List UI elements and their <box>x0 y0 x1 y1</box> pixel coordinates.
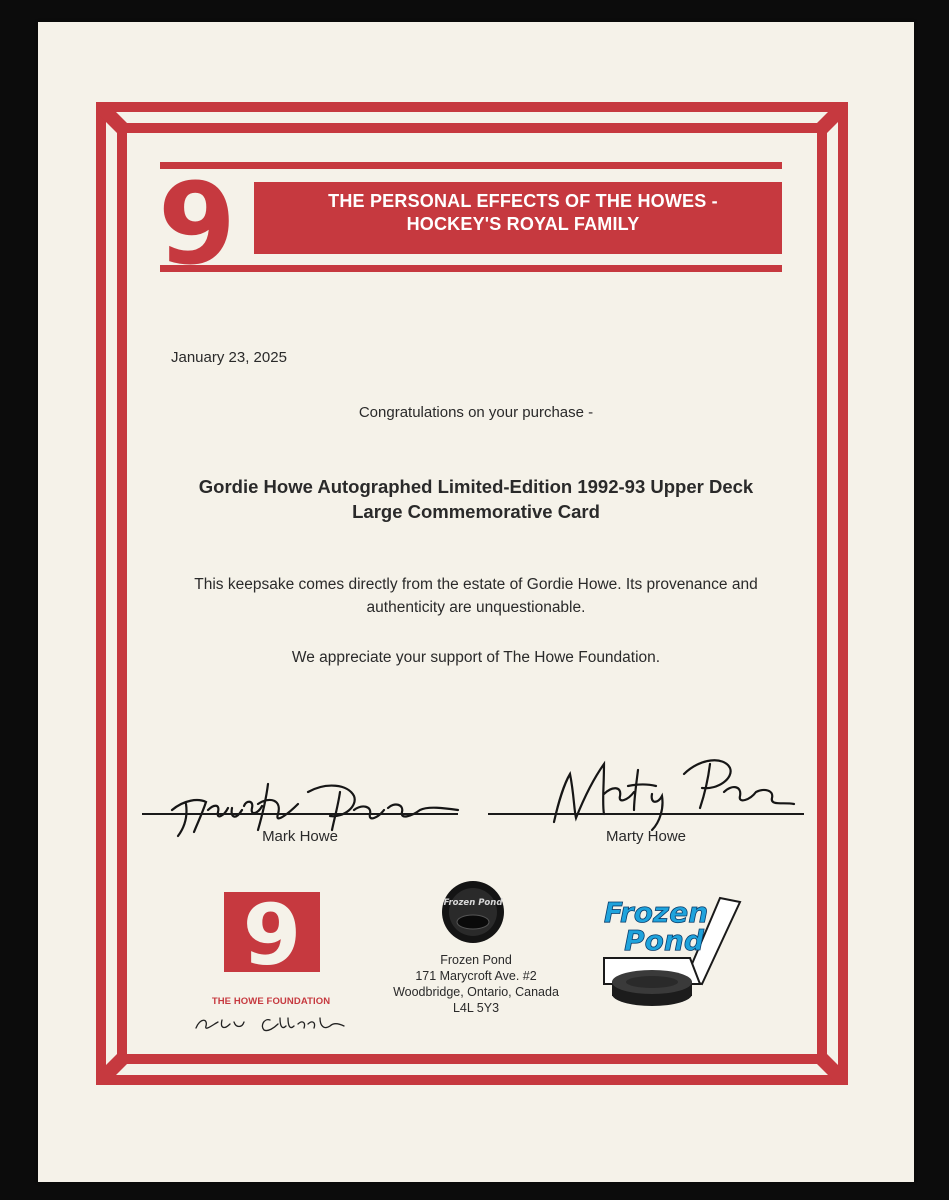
logo-text-line2: Pond <box>624 924 704 957</box>
right-signer-name: Marty Howe <box>605 828 687 845</box>
support-text: We appreciate your support of The Howe Foundation. <box>291 649 661 666</box>
frozen-pond-badge-icon <box>441 880 505 944</box>
letter-date: January 23, 2025 <box>171 349 287 366</box>
provenance-text <box>38 573 914 619</box>
address-line1: 171 Marycroft Ave. #2 <box>415 969 537 983</box>
header-title-line1: THE PERSONAL EFFECTS OF THE HOWES - <box>328 191 718 211</box>
left-signer-name: Mark Howe <box>262 828 338 845</box>
foundation-label: THE HOWE FOUNDATION <box>211 996 331 1007</box>
item-title-line2: Large Commemorative Card <box>352 501 600 522</box>
marty-howe-signature <box>534 734 804 834</box>
header-title <box>263 190 783 236</box>
foundation-signatures <box>190 1010 350 1034</box>
address-line2: Woodbridge, Ontario, Canada <box>393 985 559 999</box>
number-nine-logo <box>158 160 236 290</box>
postal-code: L4L 5Y3 <box>452 1001 500 1015</box>
greeting: Congratulations on your purchase - <box>358 404 594 421</box>
howe-foundation-nine-icon <box>224 886 320 984</box>
foundation-number: 9 <box>242 886 302 984</box>
address-block <box>348 952 604 1016</box>
logo-text-line1: Frozen <box>603 896 709 929</box>
header-title-line2: HOCKEY'S ROYAL FAMILY <box>406 214 640 234</box>
logo-number: 9 <box>158 160 236 290</box>
provenance-line1: This keepsake comes directly from the estate of Gordie Howe. Its provenance and <box>194 576 758 593</box>
item-title <box>38 474 914 524</box>
right-signature-line <box>488 813 804 815</box>
company-name: Frozen Pond <box>440 953 512 967</box>
badge-text: Frozen Pond <box>443 898 503 908</box>
left-signature-line <box>142 813 458 815</box>
item-title-line1: Gordie Howe Autographed Limited-Edition 1992-93 Upper Deck <box>198 476 754 497</box>
frozen-pond-logo-icon <box>590 888 760 1024</box>
provenance-line2: authenticity are unquestionable. <box>366 599 586 616</box>
